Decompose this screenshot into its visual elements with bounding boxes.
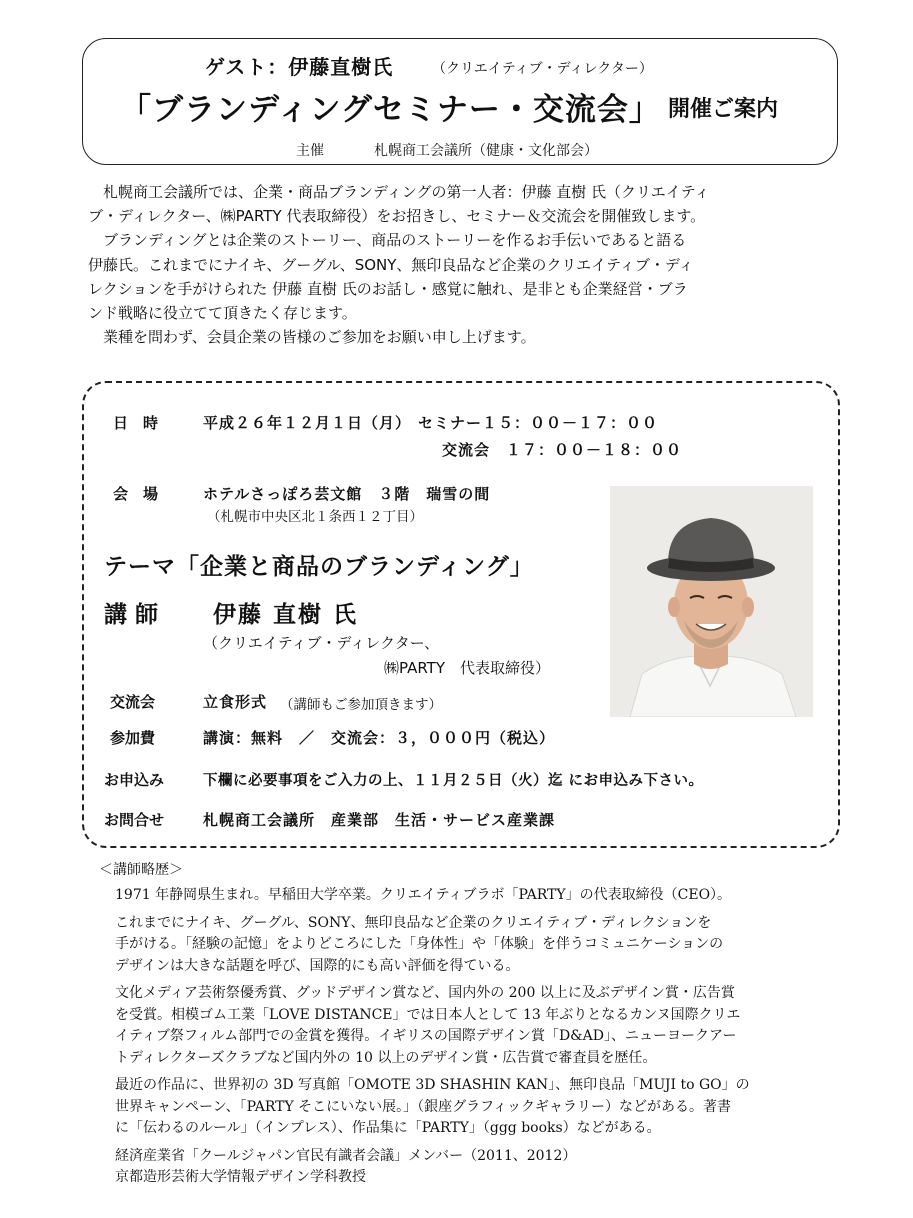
bio-paragraph: [115, 983, 835, 1069]
guest-line: ゲスト：伊藤直樹氏: [205, 55, 394, 79]
intro-line: ブランディングとは企業のストーリー、商品のストーリーを作るお手伝いであると語る: [88, 231, 687, 250]
host-label: 主催: [296, 143, 324, 159]
fee-value: 講演：無料 ／ 交流会：３，０００円（税込）: [203, 729, 556, 747]
social-time: 交流会 １７：００－１８：００: [442, 441, 683, 459]
social-format: 立食形式: [203, 693, 268, 711]
bio-line: 経済産業省「クールジャパン官民有識者会議」メンバー（2011、2012）: [115, 1147, 577, 1164]
lecturer-role-1: （クリエイティブ・ディレクター、: [203, 634, 440, 652]
apply-text: 下欄に必要事項をご入力の上、１１月２５日（火）迄 にお申込み下さい。: [203, 773, 704, 789]
intro-line: ブ・ディレクター、㈱PARTY 代表取締役）をお招きし、セミナー＆交流会を開催致します。: [88, 207, 706, 226]
bio-line: 最近の作品に、世界初の 3D 写真館「OMOTE 3D SHASHIN KAN」、無印良品「MUJI to GO」の: [115, 1077, 750, 1093]
bio-line: 文化メディア芸術祭優秀賞、グッドデザイン賞など、国内外の 200 以上に及ぶデザイン賞・広告賞: [115, 985, 735, 1001]
bio-line: デザインは大きな話題を呼び、国際的にも高い評価を得ている。: [115, 957, 520, 974]
social-note: （講師もご参加頂きます）: [280, 697, 442, 713]
bio-line: 世界キャンペーン、「PARTY そこにいない展。」（銀座グラフィックギャラリー）などがある。著書: [115, 1098, 732, 1115]
bio-paragraph: [115, 1075, 835, 1140]
bio-section: [115, 885, 835, 1189]
lecturer-photo: [610, 486, 813, 717]
bio-line: 京都造形芸術大学情報デザイン学科教授: [115, 1169, 367, 1185]
venue-label: 会 場: [113, 485, 159, 503]
venue-address: （札幌市中央区北１条西１２丁目）: [207, 509, 423, 525]
contact-label: お問合せ: [104, 811, 165, 829]
bio-line: に「伝わるのルール」（インプレス）、作品集に「PARTY」（ggg books）などがある。: [115, 1120, 661, 1136]
lecturer-label: 講師: [104, 602, 166, 628]
lecturer-portrait-illustration: [610, 486, 813, 717]
contact-value: 札幌商工会議所 産業部 生活・サービス産業課: [203, 811, 556, 829]
bio-heading: ＜講師略歴＞: [99, 862, 183, 878]
bio-line: トディレクターズクラブなど国内外の 10 以上のデザイン賞・広告賞で審査員を歴任。: [115, 1049, 657, 1066]
guest-role: （クリエイティブ・ディレクター）: [432, 61, 653, 77]
page-title: 「ブランディングセミナー・交流会」: [120, 92, 661, 128]
lecturer-role-2: ㈱PARTY 代表取締役）: [384, 659, 551, 677]
seminar-time: セミナー１５：００－１７：００: [418, 414, 659, 432]
apply-label: お申込み: [104, 771, 165, 789]
bio-line: 1971 年静岡県生まれ。早稲田大学卒業。クリエイティブラボ「PARTY」の代表取締役（CEO）。: [115, 887, 732, 903]
datetime-label: 日 時: [113, 414, 159, 432]
intro-line: ンド戦略に役立てて頂きたく存じます。: [88, 304, 357, 323]
fee-label: 参加費: [110, 729, 156, 747]
bio-line: これまでにナイキ、グーグル、SONY、無印良品など企業のクリエイティブ・ディレクションを: [115, 914, 712, 931]
event-date: 平成２６年１２月１日（月）: [203, 414, 412, 432]
intro-line: 札幌商工会議所では、企業・商品ブランディングの第一人者：伊藤 直樹 氏（クリエイティ: [88, 183, 710, 201]
bio-paragraph: [115, 1146, 835, 1189]
social-label: 交流会: [110, 693, 156, 711]
venue-name: ホテルさっぽろ芸文館 ３階 瑞雪の間: [203, 485, 491, 503]
intro-line: 業種を問わず、会員企業の皆様のご参加をお願い申し上げます。: [88, 328, 536, 347]
bio-paragraph: [115, 913, 835, 978]
bio-line: 手がける。「経験の記憶」をよりどころにした「身体性」や「体験」を伴うコミュニケーションの: [115, 936, 724, 952]
lecturer-name: 伊藤 直樹 氏: [213, 602, 359, 628]
intro-line: 伊藤氏。これまでにナイキ、グーグル、SONY、無印良品など企業のクリエイティブ・ディ: [88, 255, 694, 274]
seminar-theme: テーマ「企業と商品のブランディング」: [104, 554, 534, 580]
intro-line: レクションを手がけられた 伊藤 直樹 氏のお話し・感覚に触れ、是非とも企業経営・ブラ: [88, 279, 688, 298]
page-title-suffix: 開催ご案内: [668, 97, 779, 122]
bio-paragraph: [115, 885, 835, 907]
bio-line: イティブ祭フィルム部門での金賞を獲得。イギリスの国際デザイン賞「D&AD」、ニューヨークアー: [115, 1028, 737, 1044]
host-value: 札幌商工会議所（健康・文化部会）: [374, 143, 598, 159]
intro-text: [88, 180, 833, 349]
bio-line: を受賞。相模ゴム工業「LOVE DISTANCE」では日本人として 13 年ぶりとなるカンヌ国際クリエ: [115, 1006, 741, 1023]
